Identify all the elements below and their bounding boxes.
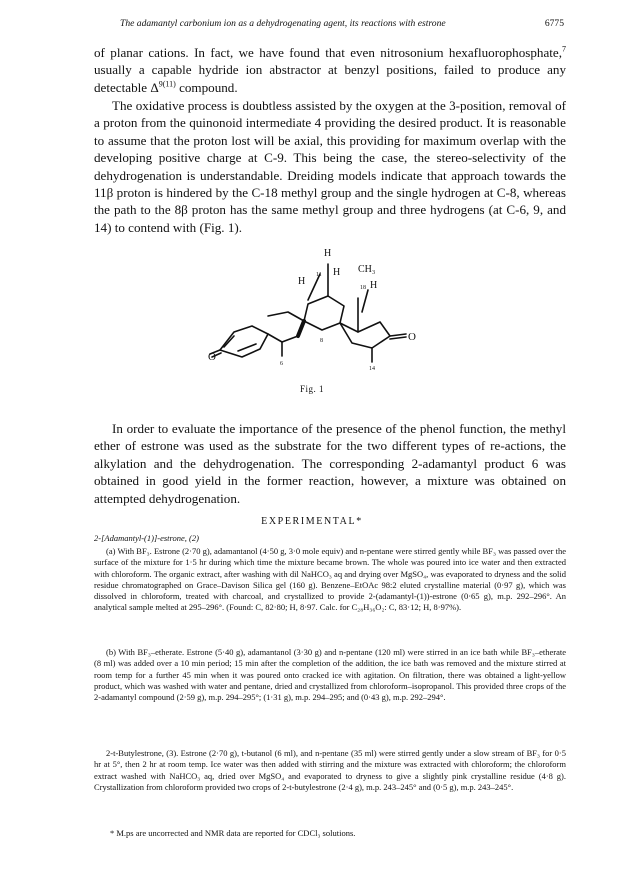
running-title: The adamantyl carbonium ion as a dehydrogenating agent, its reactions with estrone: [120, 18, 446, 29]
bold-bond-9: [298, 321, 304, 336]
experimental-para-a-text: (a) With BF₃. Estrone (2·70 g), adamantanol (4·50 g, 3·0 mole equiv) and n-pentane were stirred gently while BF₃ was passed over the surface of the mixture for 1·5 hr during which time the mixture became brown. The whole was poured into ice water and then extracted with chloroform. The organic extract, after washing with dil NaHCO₃ aq and drying over MgSO₄, was evaporated to dryness and the solid residue chromatographed on Grace–Davison Silica gel (160 g). Benzene–EtOAc 98:2 eluted crystalline material (0·97 g), which was dissolved in chloroform, treated with charcoal, and crystallized to provide 2-(adamantyl-(1))-estrone (0·65 g), m.p. 292–296°. An analytical sample melted at 295–296°. (Found: C, 82·80; H, 8·97. Calc. for C₂₈H₃₆O₂: C, 83·12; H, 8·97%).: [94, 546, 566, 613]
ring-h-bond: [362, 290, 368, 312]
label-18: 18: [360, 285, 366, 291]
page-number: 6775: [544, 18, 564, 29]
paragraph-1-part-c: compound.: [179, 79, 238, 95]
experimental-para-a: [94, 546, 566, 614]
reference-7: 7: [562, 44, 566, 54]
experimental-para-b-text: (b) With BF₃–etherate. Estrone (5·40 g), adamantanol (3·30 g) and n-pentane (120 ml) were stirred in an ice bath while BF₃–etherate (8 ml) was added over a 10 min period; 15 min after the completion of the addition, the ice bath was removed and the mixture stirred at room temp for a further 45 min when it was poured onto cracked ice with agitation. On filtration, there was obtained a light-yellow product, which was washed with water and pentane, dried and crystallized from chloroform–isopropanol. This provided three crops of the 2-adamantyl compound (2·59 g), m.p. 294–295°; (1·31 g), m.p. 294–295; and (0·43 g), m.p. 292–294°.: [94, 647, 566, 703]
label-o-right: O: [408, 331, 416, 343]
experimental-para-c: [94, 748, 566, 793]
label-h-11b: H: [333, 267, 341, 278]
label-h-8b: H: [298, 276, 306, 287]
ring-d: [340, 322, 390, 348]
compound-2-title: 2-[Adamantyl-(1)]-estrone, (2): [94, 533, 199, 543]
label-h-top: H: [324, 248, 332, 259]
paragraph-1-part-a: of planar cations. In fact, we have found that even nitrosonium hexafluorophosphate,: [94, 45, 562, 60]
label-h-ring: H: [370, 280, 378, 291]
paragraph-phenol-function: In order to evaluate the importance of the presence of the phenol function, the methyl ether of estrone was used as the substrate for the two different types of re-actions, the alkylation and the dehydrogenation. The corresponding 2-adamantyl product 6 was obtained in good yield in the former reaction, however, a mixture was obtained on attempted dehydrogenation.: [94, 421, 566, 506]
carbonyl-right-1: [390, 334, 406, 336]
footnote: * M.ps are uncorrected and NMR data are reported for CDCl₃ solutions.: [110, 828, 356, 838]
steroid-structure-figure: [208, 244, 452, 384]
experimental-heading: EXPERIMENTAL*: [261, 516, 363, 527]
label-ch3: CH₃: [358, 264, 376, 275]
carbonyl-right-2: [390, 337, 406, 339]
label-o-left: O: [208, 351, 216, 363]
experimental-para-c-text: 2-t-Butylestrone, (3). Estrone (2·70 g), t-butanol (6 ml), and n-pentane (35 ml) were stirred gently under a slow stream of BF₃ for 0·5 hr at 5°, then 2 hr at room temp. Ice water was then added with stirring and the mixture was extracted with chloroform; the chloroform extract washed with NaHCO₃ aq, dried over MgSO₄ and evaporated to dryness to give a slightly pink crystalline residue (4·8 g). Crystallization from chloroform provided two crops of 2-t-butylestrone (2·4 g), m.p. 243–245° and (0·5 g), m.p. 243–245°.: [94, 748, 566, 792]
label-14: 14: [369, 366, 375, 372]
paragraph-planar-cations: [94, 44, 566, 96]
label-6: 6: [280, 361, 283, 367]
label-8: 8: [320, 338, 323, 344]
ring-a: [220, 326, 268, 357]
figure-caption: Fig. 1: [299, 384, 324, 394]
ring-c: [304, 296, 344, 330]
delta-superscript: 9(11): [158, 79, 176, 89]
ring-a-double-bond: [238, 344, 256, 351]
experimental-para-b: [94, 647, 566, 703]
paragraph-oxidative-process: The oxidative process is doubtless assisted by the oxygen at the 3-position, removal of a proton from the quinonoid intermediate 4 providing the desired product. It is reasonable to assume that the proton lost will be axial, this providing for maximum overlap with the developing positive charge at C-9. This being the case, the stereo-selectivity of the dehydrogenation is understandable. Dreiding models indicate that approach towards the 11β proton is hindered by the C-18 methyl group and the single hydrogen at C-8, whereas the path to the 8β proton has the same methyl group and three hydrogens (at C-6, 9, and 14) to contend with (Fig. 1).: [94, 98, 566, 235]
label-11: 11: [316, 272, 322, 278]
paragraph-1-part-b: usually a capable hydride ion abstractor at benzyl positions, failed to produce any detectable Δ: [94, 62, 566, 95]
